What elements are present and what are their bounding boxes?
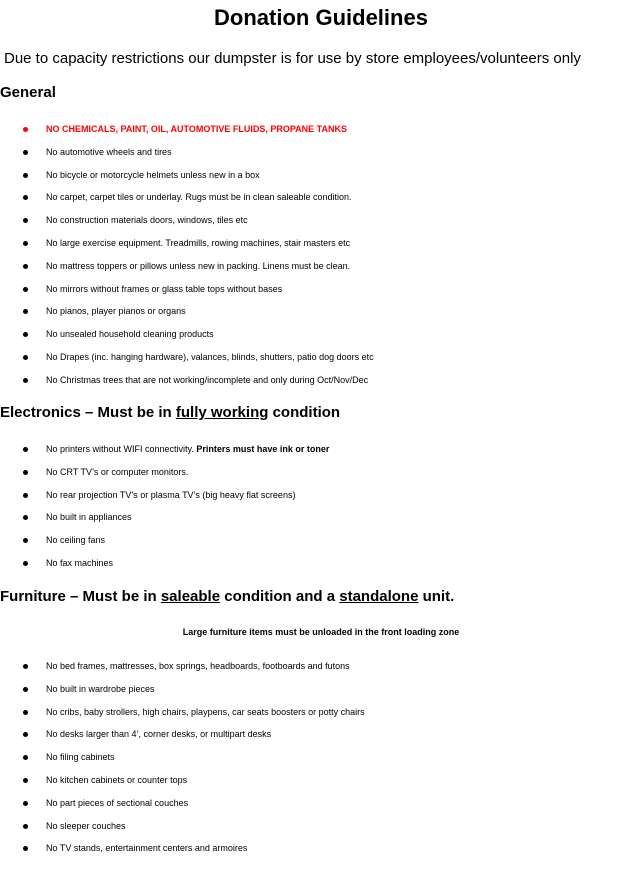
list-item	[0, 278, 642, 301]
furniture-heading-underlined2: standalone	[339, 588, 419, 605]
page-title: Donation Guidelines	[214, 5, 428, 30]
list-item-text: No printers without WIFI connectivity.	[46, 444, 197, 454]
furniture-heading	[0, 586, 454, 608]
bullet-icon	[23, 332, 28, 337]
list-item-text: NO CHEMICALS, PAINT, OIL, AUTOMOTIVE FLUIDS, PROPANE TANKS	[46, 124, 348, 134]
list-item	[0, 678, 642, 701]
list-item-text: No sleeper couches	[46, 820, 126, 831]
electronics-heading	[0, 402, 340, 424]
list-item	[0, 300, 642, 323]
bullet-icon	[23, 470, 28, 475]
list-item-bold-text: Printers must have ink or toner	[196, 444, 330, 454]
bullet-icon	[23, 664, 28, 669]
bullet-icon	[23, 150, 28, 155]
list-item	[0, 255, 642, 278]
list-item-text: No part pieces of sectional couches	[46, 797, 189, 808]
list-item-text: No cribs, baby strollers, high chairs, playpens, car seats boosters or potty chairs	[46, 706, 365, 717]
list-item	[0, 769, 642, 792]
list-item-text: No kitchen cabinets or counter tops	[46, 774, 188, 785]
list-item	[0, 118, 642, 141]
list-item-text: No TV stands, entertainment centers and armoires	[46, 843, 248, 854]
list-item	[0, 484, 642, 507]
electronics-heading-part1: Electronics – Must be in	[0, 404, 176, 421]
list-item-text: No unsealed household cleaning products	[46, 329, 214, 340]
bullet-icon	[23, 561, 28, 566]
list-item-text: No mirrors without frames or glass table tops without bases	[46, 283, 283, 294]
general-list	[0, 118, 642, 392]
bullet-icon	[23, 309, 28, 314]
list-item	[0, 837, 642, 860]
bullet-icon	[23, 846, 28, 851]
list-item-text: No bed frames, mattresses, box springs, headboards, footboards and futons	[46, 661, 350, 671]
list-item	[0, 186, 642, 209]
list-item	[0, 323, 642, 346]
bullet-icon	[23, 218, 28, 223]
bullet-icon	[23, 287, 28, 292]
list-item-text: No built in appliances	[46, 512, 132, 523]
general-heading: General	[0, 84, 56, 101]
list-item	[0, 232, 642, 255]
list-item-text: No carpet, carpet tiles or underlay. Rugs must be in clean saleable condition.	[46, 192, 352, 203]
bullet-icon	[23, 778, 28, 783]
list-item	[0, 815, 642, 838]
furniture-loading-note: Large furniture items must be unloaded in the front loading zone	[182, 627, 460, 637]
bullet-icon	[23, 710, 28, 715]
list-item-text: No large exercise equipment. Treadmills, rowing machines, stair masters etc	[46, 237, 351, 248]
bullet-icon	[23, 755, 28, 760]
list-item	[0, 369, 642, 392]
subtitle: Due to capacity restrictions our dumpster is for use by store employees/volunteers only	[4, 50, 581, 67]
electronics-list	[0, 438, 642, 575]
bullet-icon	[23, 687, 28, 692]
list-item	[0, 141, 642, 164]
list-item	[0, 655, 642, 678]
bullet-icon	[23, 195, 28, 200]
furniture-heading-underlined1: saleable	[160, 588, 221, 605]
furniture-list	[0, 655, 642, 860]
bullet-icon	[23, 127, 28, 132]
bullet-icon	[23, 173, 28, 178]
list-item	[0, 164, 642, 187]
list-item-text: No mattress toppers or pillows unless new in packing. Linens must be clean.	[46, 260, 351, 271]
list-item	[0, 723, 642, 746]
list-item-text: No ceiling fans	[46, 535, 106, 546]
bullet-icon	[23, 355, 28, 360]
list-item-text: No built in wardrobe pieces	[46, 683, 155, 694]
list-item	[0, 792, 642, 815]
bullet-icon	[23, 515, 28, 520]
list-item-text: No Christmas trees that are not working/incomplete and only during Oct/Nov/Dec	[46, 374, 369, 385]
bullet-icon	[23, 493, 28, 498]
list-item-text: No filing cabinets	[46, 752, 115, 763]
list-item-text: No CRT TV’s or computer monitors.	[46, 466, 189, 477]
list-item	[0, 209, 642, 232]
bullet-icon	[23, 447, 28, 452]
list-item	[0, 746, 642, 769]
furniture-heading-part2: condition and a	[220, 588, 340, 605]
furniture-heading-part1: Furniture – Must be in	[0, 588, 161, 605]
list-item	[0, 346, 642, 369]
bullet-icon	[23, 264, 28, 269]
list-item-text: No automotive wheels and tires	[46, 146, 172, 157]
list-item-text: No construction materials doors, windows, tiles etc	[46, 215, 248, 226]
list-item-text: No bicycle or motorcycle helmets unless new in a box	[46, 169, 260, 180]
list-item-text: No fax machines	[46, 557, 114, 568]
list-item	[0, 438, 642, 461]
list-item-text: No Drapes (inc. hanging hardware), valances, blinds, shutters, patio dog doors etc	[46, 351, 374, 362]
bullet-icon	[23, 241, 28, 246]
bullet-icon	[23, 732, 28, 737]
list-item	[0, 506, 642, 529]
electronics-heading-underlined: fully working	[175, 404, 269, 421]
list-item	[0, 529, 642, 552]
furniture-heading-part3: unit.	[418, 588, 455, 605]
list-item-text: No pianos, player pianos or organs	[46, 306, 186, 317]
list-item	[0, 701, 642, 724]
list-item	[0, 552, 642, 575]
bullet-icon	[23, 824, 28, 829]
list-item-text: No rear projection TV’s or plasma TV’s (big heavy flat screens)	[46, 489, 296, 500]
bullet-icon	[23, 378, 28, 383]
electronics-heading-part2: condition	[268, 404, 341, 421]
bullet-icon	[23, 801, 28, 806]
list-item	[0, 461, 642, 484]
list-item-text: No desks larger than 4’, corner desks, or multipart desks	[46, 729, 272, 740]
bullet-icon	[23, 538, 28, 543]
